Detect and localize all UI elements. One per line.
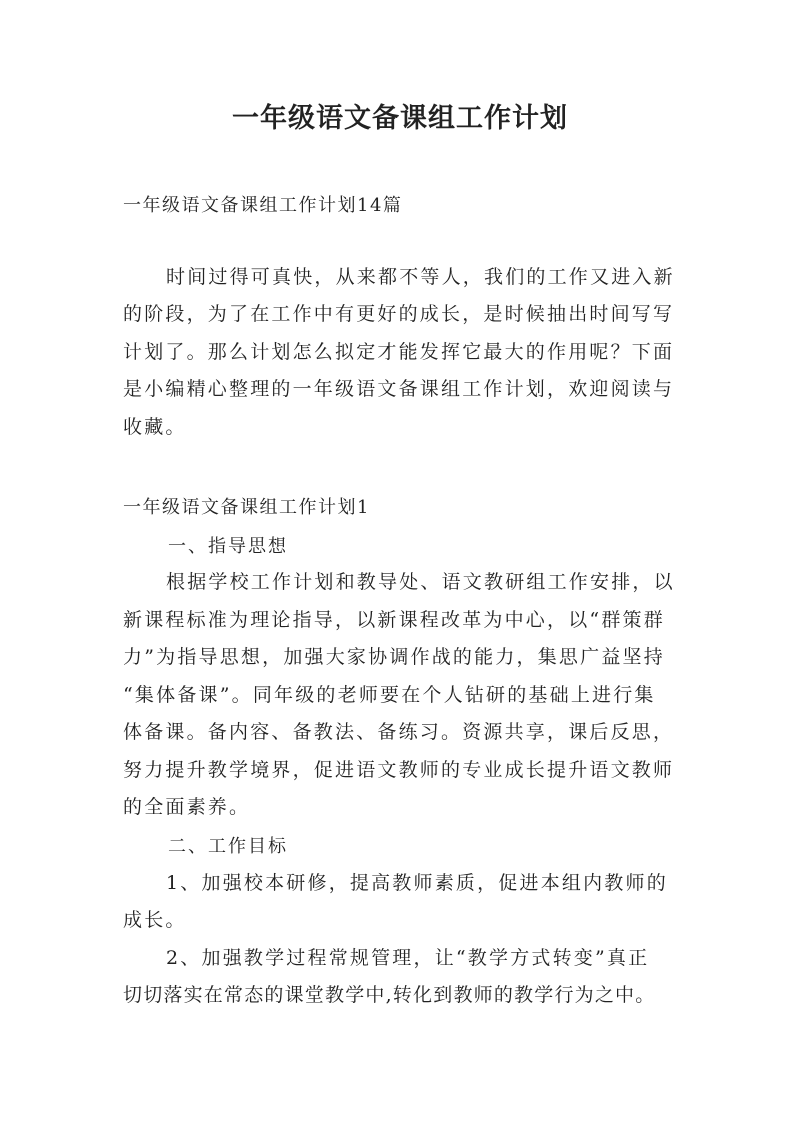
intro-line-4: 是小编精心整理的一年级语文备课组工作计划，欢迎阅读与 — [123, 378, 675, 400]
goal-item-1-line-2: 成长。 — [123, 909, 187, 931]
section1-line-1: 根据学校工作计划和教导处、语文教研组工作安排，以 — [166, 571, 675, 593]
section-title-guiding-thought: 一、指导思想 — [168, 536, 288, 557]
intro-line-2: 的阶段，为了在工作中有更好的成长，是时候抽出时间写写 — [123, 303, 675, 325]
section1-line-2: 新课程标准为理论指导，以新课程改革为中心，以“群策群 — [123, 609, 665, 631]
plan-heading: 一年级语文备课组工作计划1 — [123, 497, 370, 518]
intro-line-5: 收藏。 — [123, 416, 187, 438]
goal-item-2-line-2: 切切落实在常态的课堂教学中,转化到教师的教学行为之中。 — [123, 984, 656, 1006]
intro-line-3: 计划了。那么计划怎么拟定才能发挥它最大的作用呢？下面 — [123, 341, 675, 363]
section1-line-3: 力”为指导思想，加强大家协调作战的能力，集思广益坚持 — [123, 646, 665, 668]
section1-line-4: “集体备课”。同年级的老师要在个人钻研的基础上进行集 — [123, 684, 656, 706]
document-subtitle: 一年级语文备课组工作计划14篇 — [123, 195, 403, 216]
section1-line-7: 的全面素养。 — [123, 796, 251, 818]
intro-line-1: 时间过得可真快，从来都不等人，我们的工作又进入新 — [166, 266, 675, 288]
section1-line-6: 努力提升教学境界，促进语文教师的专业成长提升语文教师 — [123, 759, 675, 781]
section1-line-5: 体备课。备内容、备教法、备练习。资源共享，课后反思， — [123, 721, 675, 743]
section-title-work-goals: 二、工作目标 — [168, 836, 288, 857]
page-title: 一年级语文备课组工作计划 — [232, 103, 568, 134]
goal-item-1-line-1: 1、加强校本研修，提高教师素质，促进本组内教师的 — [166, 872, 668, 894]
goal-item-2-line-1: 2、加强教学过程常规管理，让“教学方式转变”真正 — [166, 947, 650, 969]
